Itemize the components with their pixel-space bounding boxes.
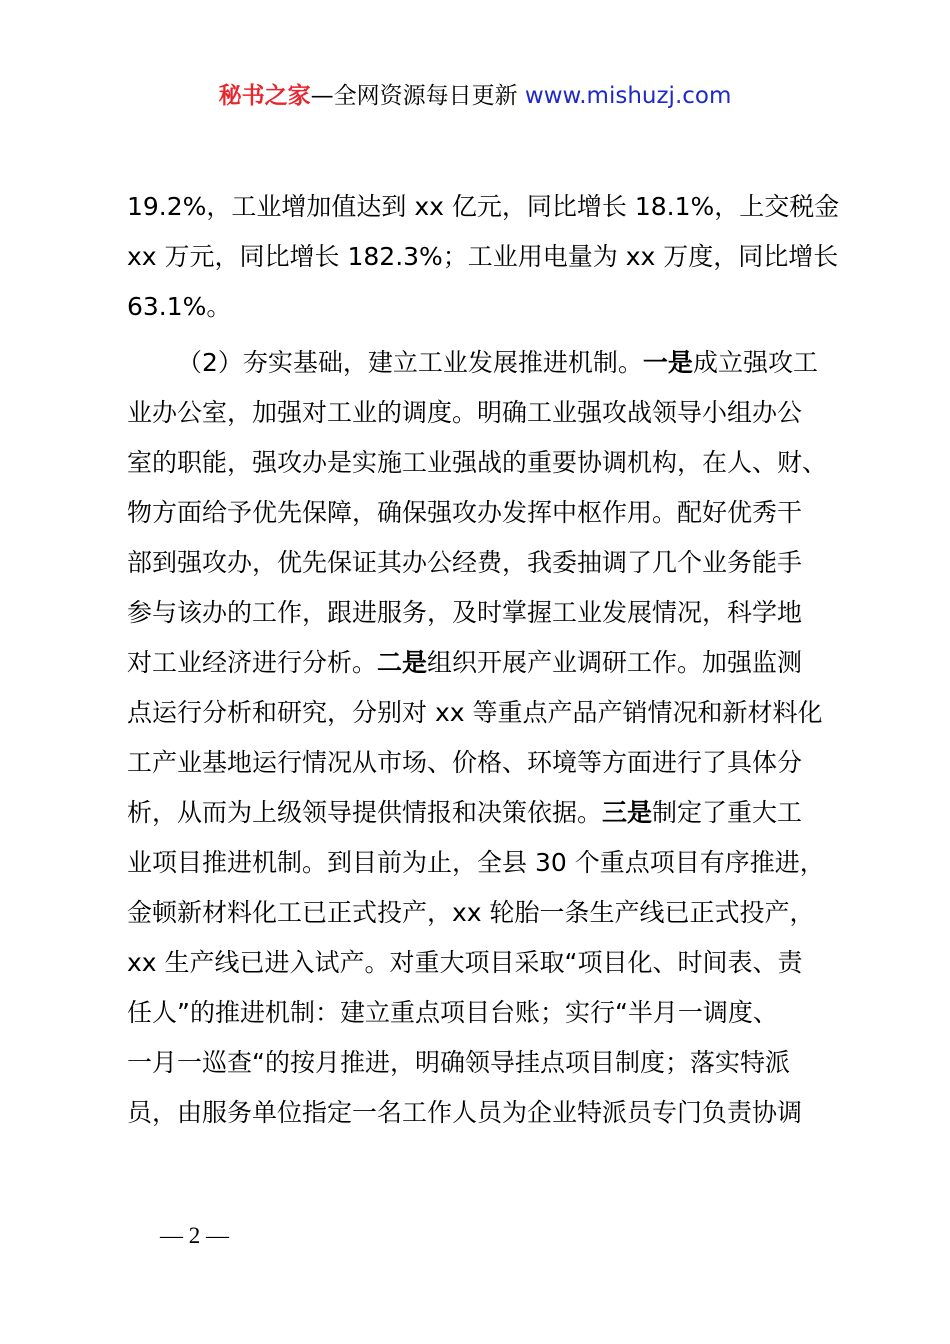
text-line [127, 788, 833, 838]
text-line [127, 488, 833, 538]
bold-text-segment: 二是 [377, 648, 428, 677]
text-line [127, 838, 833, 888]
text-segment: xx 万元，同比增长 182.3%；工业用电量为 xx 万度，同比增长 [127, 242, 839, 271]
text-segment: 业项目推进机制。到目前为止，全县 30 个重点项目有序推进， [127, 848, 825, 877]
text-line [127, 538, 833, 588]
text-segment: 室的职能，强攻办是实施工业强战的重要协调机构，在人、财、 [127, 448, 828, 477]
bold-text-segment: 一是 [642, 348, 693, 377]
text-segment: 63.1%。 [127, 292, 232, 321]
text-segment: 业办公室，加强对工业的调度。明确工业强攻战领导小组办公 [127, 398, 803, 427]
text-line [127, 1038, 833, 1088]
text-line [127, 988, 833, 1038]
text-segment: 对工业经济进行分析。 [127, 648, 378, 677]
text-segment: 参与该办的工作，跟进服务，及时掌握工业发展情况，科学地 [127, 598, 803, 627]
text-segment: 员，由服务单位指定一名工作人员为企业特派员专门负责协调 [127, 1098, 803, 1127]
text-line [127, 588, 833, 638]
text-line [127, 182, 840, 232]
text-segment: 点运行分析和研究，分别对 xx 等重点产品产销情况和新材料化 [127, 698, 823, 727]
text-line [127, 1088, 833, 1138]
body-text [127, 182, 840, 1138]
brand-name: 秘书之家 [218, 83, 311, 109]
text-line [127, 888, 833, 938]
page-header [0, 80, 950, 112]
site-url: www.mishuzj.com [524, 83, 732, 109]
text-segment: 19.2%，工业增加值达到 xx 亿元，同比增长 18.1%，上交税金 [127, 192, 840, 221]
text-line [127, 938, 833, 988]
text-line [127, 638, 833, 688]
text-line [127, 738, 833, 788]
text-segment: 一月一巡查“的按月推进，明确领导挂点项目制度；落实特派 [127, 1048, 790, 1077]
text-segment: （2）夯实基础，建立工业发展推进机制。 [177, 348, 643, 377]
text-segment: xx 生产线已进入试产。对重大项目采取“项目化、时间表、责 [127, 948, 803, 977]
text-segment: 组织开展产业调研工作。加强监测 [427, 648, 803, 677]
text-line [127, 282, 833, 332]
bold-text-segment: 三是 [602, 798, 653, 827]
text-segment: 成立强攻工 [692, 348, 818, 377]
text-line [127, 438, 833, 488]
text-segment: 析，从而为上级领导提供情报和决策依据。 [127, 798, 603, 827]
text-line [127, 388, 833, 438]
text-line [127, 232, 839, 282]
text-segment: 工产业基地运行情况从市场、价格、环境等方面进行了具体分 [127, 748, 803, 777]
page-number: — 2 — [160, 1223, 229, 1248]
text-segment: 物方面给予优先保障，确保强攻办发挥中枢作用。配好优秀干 [127, 498, 803, 527]
header-tagline: —全网资源每日更新 [310, 83, 525, 109]
text-segment: 制定了重大工 [652, 798, 803, 827]
text-line [127, 338, 833, 388]
text-segment: 部到强攻办，优先保证其办公经费，我委抽调了几个业务能手 [127, 548, 803, 577]
text-segment: 任人”的推进机制：建立重点项目台账；实行“半月一调度、 [127, 998, 778, 1027]
text-segment: 金顿新材料化工已正式投产，xx 轮胎一条生产线已正式投产， [127, 898, 815, 927]
text-line [127, 688, 833, 738]
